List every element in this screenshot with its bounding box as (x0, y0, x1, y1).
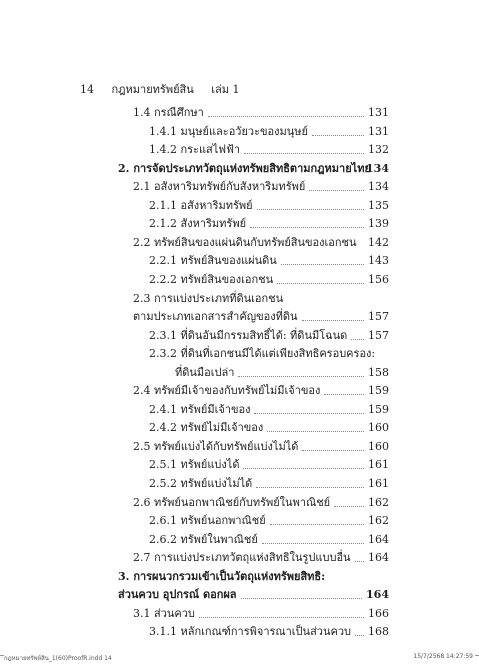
toc-entry-page: 131 (368, 124, 389, 138)
toc-entry-page: 161 (368, 477, 389, 490)
toc-entry-page: 166 (368, 606, 389, 620)
volume-label: เล่ม 1 (211, 83, 240, 96)
toc-entry-label: 2.6 ทรัพย์นอกพาณิชย์กับทรัพย์ในพาณิชย์ (133, 495, 331, 509)
toc-entry-label: ตามประเภทเอกสารสำคัญของที่ดิน (133, 310, 298, 324)
toc-entry-label: ส่วนควบ อุปกรณ์ ดอกผล (118, 588, 237, 602)
toc-entry-label: ที่ดินมือเปล่า (175, 365, 235, 379)
toc-entry-page: 159 (368, 384, 389, 398)
leader-dots (238, 376, 364, 377)
leader-dots (355, 635, 364, 636)
toc-entry-label: 3. การผนวกรวมเข้าเป็นวัตถุแห่งทรัพยสิทธิ: (118, 569, 326, 583)
toc-entry-page: 160 (368, 421, 389, 435)
leader-dots (351, 339, 364, 340)
leader-dots (256, 487, 364, 488)
toc-entry-page: 139 (368, 217, 389, 231)
book-title: กฎหมายทรัพย์สิน (111, 83, 194, 96)
toc-entry-page: 162 (368, 495, 389, 509)
leader-dots (355, 561, 364, 562)
leader-dots (243, 468, 364, 469)
toc-entry-label: 2.2 ทรัพย์สินของแผ่นดินกับทรัพย์สินของเอกชน (133, 235, 357, 249)
toc-entry-label: 2.4.2 ทรัพย์ไม่มีเจ้าของ (149, 421, 264, 435)
page-header (80, 80, 240, 98)
leader-dots (244, 153, 364, 154)
toc-entry-page: 162 (368, 514, 389, 528)
print-slug (0, 649, 479, 665)
toc-entry-page: 134 (366, 161, 389, 175)
toc-entry-page: 157 (368, 310, 389, 324)
toc-entry-label: 2.5.1 ทรัพย์แบ่งได้ (149, 458, 240, 472)
toc-entry-page: 156 (368, 272, 389, 286)
toc-entry-page: 131 (368, 106, 389, 119)
leader-dots (199, 617, 364, 618)
crop-mark (475, 655, 479, 656)
toc-entry-label: 2.3.2 ที่ดินที่เอกชนมีได้แต่เพียงสิทธิครอบครอง: (149, 347, 376, 361)
toc-entry-label: 2.3.1 ที่ดินอันมีกรรมสิทธิ์ได้: ที่ดินมีโฉนด (149, 328, 348, 342)
toc-entry-page: 135 (368, 198, 389, 212)
leader-dots (309, 190, 364, 191)
toc-entry-page: 164 (368, 551, 389, 565)
toc-entry-label: 1.4 กรณีศึกษา (133, 106, 204, 119)
leader-dots (334, 506, 364, 507)
leader-dots (262, 543, 364, 544)
leader-dots (312, 135, 364, 136)
toc-entry-label: 2.1.1 อสังหาริมทรัพย์ (149, 198, 253, 212)
toc-entry-page: 164 (366, 588, 389, 602)
toc-entry-label: 2. การจัดประเภทวัตถุแห่งทรัพยสิทธิตามกฎหมายไทย (118, 161, 371, 175)
toc-entry-label: 2.5.2 ทรัพย์แบ่งไม่ได้ (149, 477, 253, 490)
toc-entry-label: 2.5 ทรัพย์แบ่งได้กับทรัพย์แบ่งไม่ได้ (133, 439, 299, 453)
toc-entry-label: 2.2.1 ทรัพย์สินของแผ่นดิน (149, 254, 277, 268)
toc-entry-page: 159 (368, 402, 389, 416)
toc-entry-label: 2.6.1 ทรัพย์นอกพาณิชย์ (149, 514, 266, 528)
leader-dots (208, 116, 364, 117)
toc-entry-label: 2.6.2 ทรัพย์ในพาณิชย์ (149, 532, 258, 546)
toc-entry-label: 2.4.1 ทรัพย์มีเจ้าของ (149, 402, 251, 416)
leader-dots (281, 264, 364, 265)
toc-entry-page: 158 (368, 365, 389, 379)
leader-dots (257, 209, 364, 210)
toc-entry-page: 160 (368, 439, 389, 453)
page-number: 14 (80, 83, 94, 96)
toc-entry-label: 2.3 การแบ่งประเภทที่ดินเอกชน (133, 291, 284, 305)
toc-entry-label: 2.2.2 ทรัพย์สินของเอกชน (149, 272, 274, 286)
leader-dots (277, 283, 364, 284)
leader-dots (241, 598, 362, 599)
leader-dots (270, 524, 364, 525)
leader-dots (254, 413, 364, 414)
toc-entry-page: 132 (368, 143, 389, 157)
toc-entry-page: 161 (368, 458, 389, 472)
toc-entry-page: 143 (368, 254, 389, 268)
toc-entry-page: 168 (368, 625, 389, 639)
leader-dots (324, 394, 364, 395)
crop-mark (0, 655, 4, 656)
toc-entry-page: 157 (368, 328, 389, 342)
leader-dots (302, 450, 364, 451)
toc-entry-label: 1.4.2 กระแสไฟฟ้า (149, 143, 241, 157)
toc-entry-label: 2.7 การแบ่งประเภทวัตถุแห่งสิทธิในรูปแบบอื่น (133, 551, 351, 565)
toc-entry-label: 1.4.1 มนุษย์และอวัยวะของมนุษย์ (149, 124, 308, 138)
file-name: กฎหมายทรัพย์สิน_1(60)ProofR.indd 14 (4, 655, 112, 662)
toc-entry-page: 142 (368, 235, 389, 249)
toc-entry-label: 3.1.1 หลักเกณฑ์การพิจารณาเป็นส่วนควบ (149, 625, 351, 639)
toc-entry-label: 2.4 ทรัพย์มีเจ้าของกับทรัพย์ไม่มีเจ้าของ (133, 384, 321, 398)
toc-entry-label: 2.1 อสังหาริมทรัพย์กับสังหาริมทรัพย์ (133, 180, 306, 194)
leader-dots (302, 320, 364, 321)
toc-entry-label: 2.1.2 สังหาริมทรัพย์ (149, 217, 247, 231)
toc-entry-page: 134 (368, 180, 389, 194)
toc-entry-label: 3.1 ส่วนควบ (133, 606, 195, 620)
leader-dots (267, 431, 364, 432)
leader-dots (250, 227, 364, 228)
print-timestamp: 15/7/2568 14:27:59 (413, 653, 473, 660)
toc-entry-page: 164 (368, 532, 389, 546)
